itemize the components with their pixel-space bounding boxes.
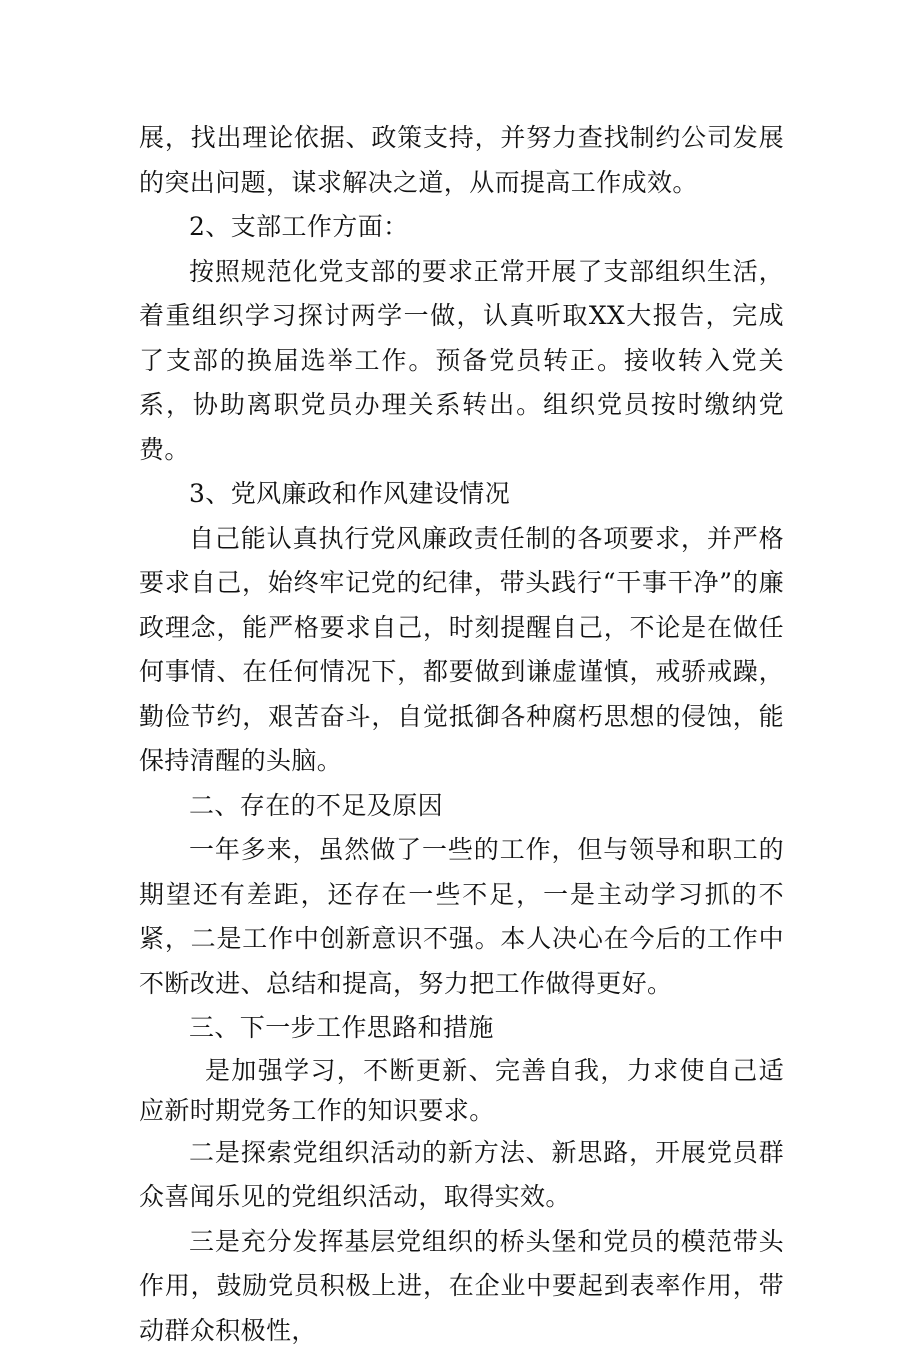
paragraph-next-step-2: 二是探索党组织活动的新方法、新思路，开展党员群众喜闻乐见的党组织活动，取得实效。 — [139, 1131, 784, 1220]
paragraph-next-step-3: 三是充分发挥基层党组织的桥头堡和党员的模范带头作用，鼓励党员积极上进，在企业中要起到表率作用，带动群众积极性， — [139, 1220, 784, 1353]
heading-shortcomings: 二、存在的不足及原因 — [139, 784, 784, 829]
heading-next-steps: 三、下一步工作思路和措施 — [139, 1006, 784, 1051]
paragraph-shortcomings: 一年多来，虽然做了一些的工作，但与领导和职工的期望还有差距，还存在一些不足，一是主动学习抓的不紧，二是工作中创新意识不强。本人决心在今后的工作中不断改进、总结和提高，努力把工作做得更好。 — [139, 828, 784, 1006]
paragraph-continuation: 展，找出理论依据、政策支持，并努力查找制约公司发展的突出问题，谋求解决之道，从而提高工作成效。 — [139, 116, 784, 205]
paragraph-next-step-1: 是加强学习，不断更新、完善自我，力求使自己适应新时期党务工作的知识要求。 — [139, 1051, 784, 1131]
document-body — [139, 116, 784, 1353]
paragraph-branch-work: 按照规范化党支部的要求正常开展了支部组织生活，着重组织学习探讨两学一做，认真听取XX大报告，完成了支部的换届选举工作。预备党员转正。接收转入党关系，协助离职党员办理关系转出。组织党员按时缴纳党费。 — [139, 250, 784, 473]
subheading-branch-work: 2、支部工作方面： — [139, 205, 784, 250]
paragraph-integrity: 自己能认真执行党风廉政责任制的各项要求，并严格要求自己，始终牢记党的纪律，带头践行“干事干净”的廉政理念，能严格要求自己，时刻提醒自己，不论是在做任何事情、在任何情况下，都要做到谦虚谨慎，戒骄戒躁，勤俭节约，艰苦奋斗，自觉抵御各种腐朽思想的侵蚀，能保持清醒的头脑。 — [139, 517, 784, 784]
subheading-integrity: 3、党风廉政和作风建设情况 — [139, 472, 784, 517]
